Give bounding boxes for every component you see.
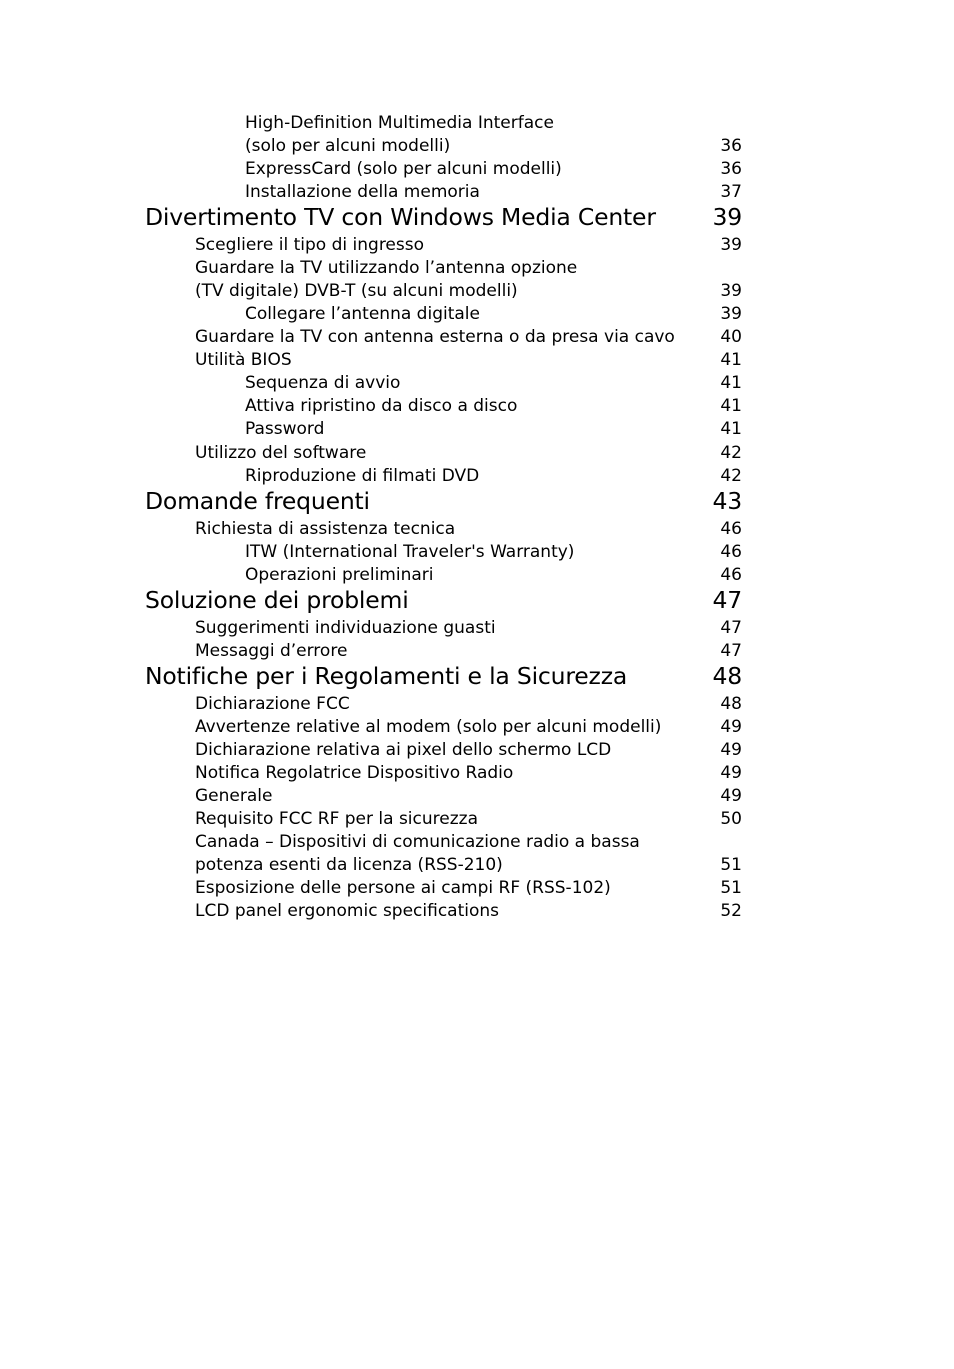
toc-entry-page: 36 <box>720 136 742 156</box>
toc-entry-page: 49 <box>720 740 742 760</box>
toc-entry-title: Attiva ripristino da disco a disco <box>245 396 518 416</box>
toc-entry-page: 49 <box>720 763 742 783</box>
toc-entry-page: 46 <box>720 542 742 562</box>
toc-entry-title: Operazioni preliminari <box>245 565 434 585</box>
toc-entry-title: Password <box>245 419 325 439</box>
toc-entry-page: 39 <box>720 281 742 301</box>
toc-entry-page: 41 <box>720 396 742 416</box>
toc-entry-page: 41 <box>720 419 742 439</box>
toc-entry-page: 36 <box>720 159 742 179</box>
toc-entry-page: 42 <box>720 466 742 486</box>
toc-entry-page: 37 <box>720 182 742 202</box>
toc-entry-title: Avvertenze relative al modem (solo per alcuni modelli) <box>195 717 662 737</box>
toc-entry-title: Notifica Regolatrice Dispositivo Radio <box>195 763 514 783</box>
toc-entry-title: (solo per alcuni modelli) <box>245 136 451 156</box>
toc-entry-title: Utilità BIOS <box>195 350 292 370</box>
toc-chapter-page: 43 <box>712 487 742 515</box>
toc-entry-title: Canada – Dispositivi di comunicazione radio a bassa <box>195 832 640 852</box>
toc-entry-page: 46 <box>720 565 742 585</box>
toc-entry-page: 48 <box>720 694 742 714</box>
toc-chapter-page: 39 <box>712 203 742 231</box>
toc-entry-page: 46 <box>720 519 742 539</box>
toc-entry-page: 42 <box>720 443 742 463</box>
toc-entry-title: Messaggi d’errore <box>195 641 348 661</box>
toc-entry-title: Richiesta di assistenza tecnica <box>195 519 456 539</box>
toc-entry-page: 51 <box>720 878 742 898</box>
toc-entry-page: 50 <box>720 809 742 829</box>
toc-entry-title: Suggerimenti individuazione guasti <box>195 618 496 638</box>
toc-entry-title: Installazione della memoria <box>245 182 480 202</box>
toc-entry-title: ITW (International Traveler's Warranty) <box>245 542 575 562</box>
toc-entry-page: 47 <box>720 641 742 661</box>
toc-entry-title: Dichiarazione relativa ai pixel dello schermo LCD <box>195 740 612 760</box>
toc-entry-page: 40 <box>720 327 742 347</box>
toc-chapter-page: 48 <box>712 662 742 690</box>
toc-entry-title: Requisito FCC RF per la sicurezza <box>195 809 478 829</box>
toc-entry-page: 41 <box>720 373 742 393</box>
toc-entry-title: Sequenza di avvio <box>245 373 401 393</box>
toc-entry-title: Guardare la TV con antenna esterna o da presa via cavo <box>195 327 675 347</box>
toc-entry-page: 49 <box>720 717 742 737</box>
toc-entry-title: Utilizzo del software <box>195 443 367 463</box>
toc-entry-title: Dichiarazione FCC <box>195 694 350 714</box>
toc-entry-title: High-Definition Multimedia Interface <box>245 113 554 133</box>
toc-entry-page: 39 <box>720 235 742 255</box>
toc-entry-title: Collegare l’antenna digitale <box>245 304 480 324</box>
toc-entry-title: Guardare la TV utilizzando l’antenna opzione <box>195 258 578 278</box>
toc-chapter-title: Soluzione dei problemi <box>145 586 409 614</box>
toc-chapter-page: 47 <box>712 586 742 614</box>
toc-entry-title: Scegliere il tipo di ingresso <box>195 235 425 255</box>
toc-entry-title: Esposizione delle persone ai campi RF (RSS-102) <box>195 878 611 898</box>
toc-entry-title: potenza esenti da licenza (RSS-210) <box>195 855 503 875</box>
toc-chapter-title: Divertimento TV con Windows Media Center <box>145 203 656 231</box>
toc-entry-page: 39 <box>720 304 742 324</box>
toc-chapter-title: Notifiche per i Regolamenti e la Sicurezza <box>145 662 628 690</box>
toc-chapter-title: Domande frequenti <box>145 487 370 515</box>
toc-entry-title: (TV digitale) DVB-T (su alcuni modelli) <box>195 281 518 301</box>
toc-entry-page: 52 <box>720 901 742 921</box>
toc-entry-page: 51 <box>720 855 742 875</box>
toc-entry-page: 41 <box>720 350 742 370</box>
toc-entry-title: Generale <box>195 786 273 806</box>
toc-entry-title: ExpressCard (solo per alcuni modelli) <box>245 159 562 179</box>
toc-entry-title: Riproduzione di filmati DVD <box>245 466 480 486</box>
toc-entry-title: LCD panel ergonomic specifications <box>195 901 500 921</box>
toc-entry-page: 47 <box>720 618 742 638</box>
toc-entry-page: 49 <box>720 786 742 806</box>
